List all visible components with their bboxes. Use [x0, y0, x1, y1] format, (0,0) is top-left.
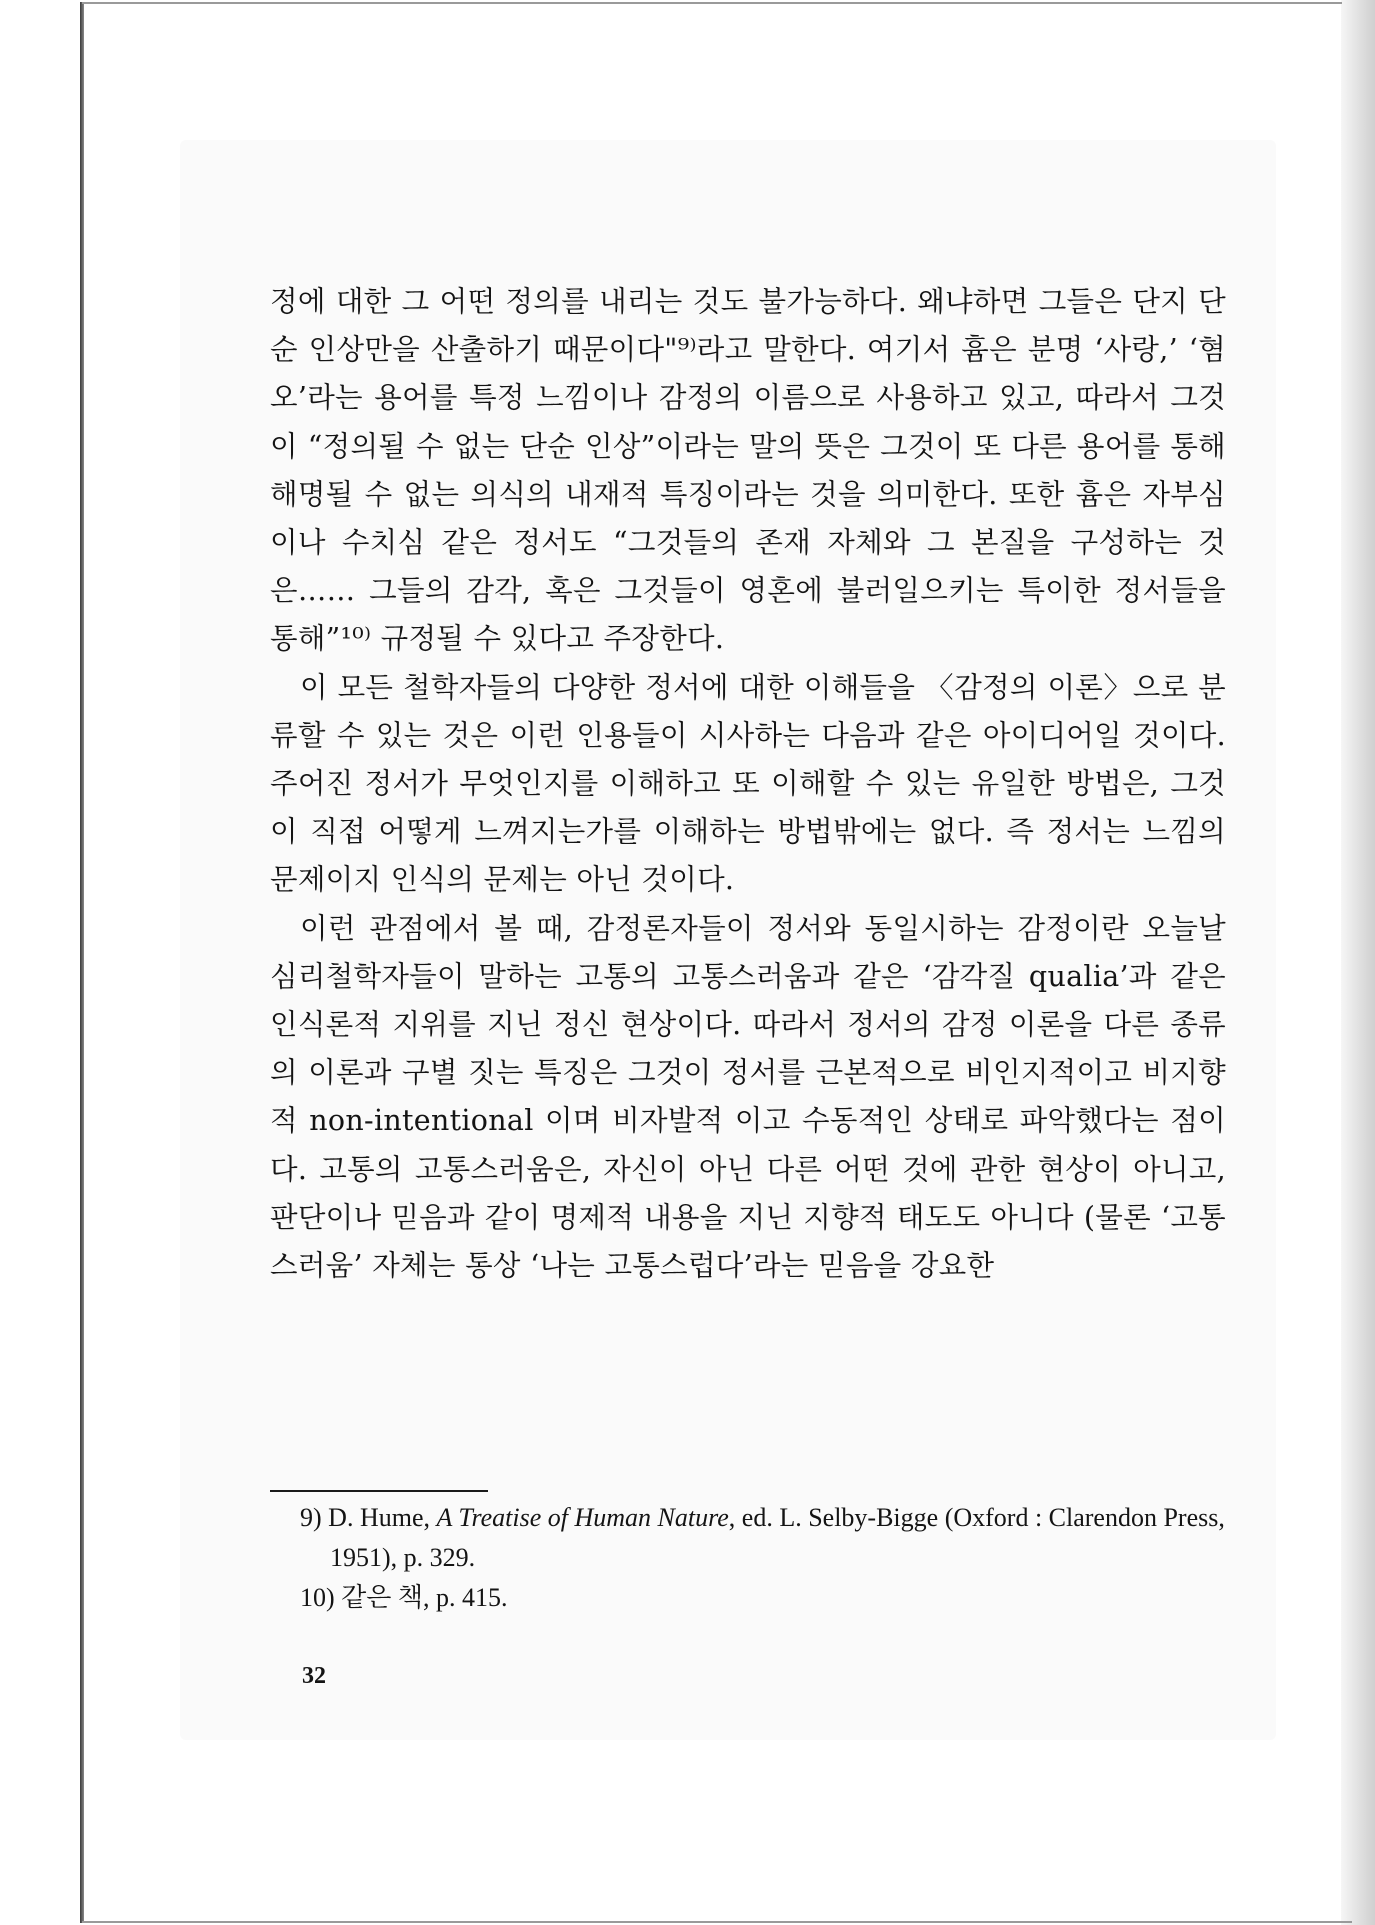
footnote-10-text: 같은 책, p. 415. [341, 1583, 508, 1612]
footnotes [300, 1498, 1226, 1618]
paragraph-3: 이런 관점에서 볼 때, 감정론자들이 정서와 동일시하는 감정이란 오늘날 심리철학자들이 말하는 고통의 고통스러움과 같은 ‘감각질 qualia’과 같은 인식론적 지위를 지닌 정신 현상이다. 따라서 정서의 감정 이론을 다른 종류의 이론과 구별 짓는 특징은 그것이 정서를 근본적으로 비인지적이고 비지향적 non-intentional 이며 비자발적 이고 수동적인 상태로 파악했다는 점이다. 고통의 고통스러움은, 자신이 아닌 다른 어떤 것에 관한 현상이 아니고, 판단이나 믿음과 같이 명제적 내용을 지닌 지향적 태도도 아니다 (물론 ‘고통스러움’ 자체는 통상 ‘나는 고통스럽다’라는 믿음을 강요한 [270, 911, 1226, 1283]
footnote-divider [270, 1490, 488, 1492]
footnote-10 [300, 1578, 1226, 1618]
footnote-10-marker: 10) [300, 1583, 335, 1612]
page-bottom-edge [82, 1921, 1352, 1923]
footnote-9-rest: , ed. L. Selby-Bigge (Oxford : Clarendon Press, 1951), p. 329. [330, 1503, 1225, 1572]
page-curl-shadow [1341, 0, 1375, 1925]
page-top-edge [82, 2, 1342, 4]
footnote-9-marker: 9) [300, 1503, 322, 1532]
footnote-9 [300, 1498, 1226, 1578]
page-number: 32 [302, 1663, 326, 1689]
body-text [270, 278, 1226, 1290]
footnote-9-title: A Treatise of Human Nature [436, 1503, 729, 1532]
page-left-edge [80, 2, 84, 1923]
paragraph-2: 이 모든 철학자들의 다양한 정서에 대한 이해들을 〈감정의 이론〉으로 분류할 수 있는 것은 이런 인용들이 시사하는 다음과 같은 아이디어일 것이다. 주어진 정서가 무엇인지를 이해하고 또 이해할 수 있는 유일한 방법은, 그것이 직접 어떻게 느껴지는가를 이해하는 방법밖에는 없다. 즉 정서는 느낌의 문제이지 인식의 문제는 아닌 것이다. [270, 670, 1226, 897]
paragraph-1: 정에 대한 그 어떤 정의를 내리는 것도 불가능하다. 왜냐하면 그들은 단지 단순 인상만을 산출하기 때문이다"⁹⁾라고 말한다. 여기서 흄은 분명 ‘사랑,’ ‘혐오’라는 용어를 특정 느낌이나 감정의 이름으로 사용하고 있고, 따라서 그것이 “정의될 수 없는 단순 인상”이라는 말의 뜻은 그것이 또 다른 용어를 통해 해명될 수 없는 의식의 내재적 특징이라는 것을 의미한다. 또한 흄은 자부심이나 수치심 같은 정서도 “그것들의 존재 자체와 그 본질을 구성하는 것은…… 그들의 감각, 혹은 그것들이 영혼에 불러일으키는 특이한 정서들을 통해”¹⁰⁾ 규정될 수 있다고 주장한다. [270, 285, 1226, 656]
footnote-9-author: D. Hume, [328, 1503, 430, 1532]
